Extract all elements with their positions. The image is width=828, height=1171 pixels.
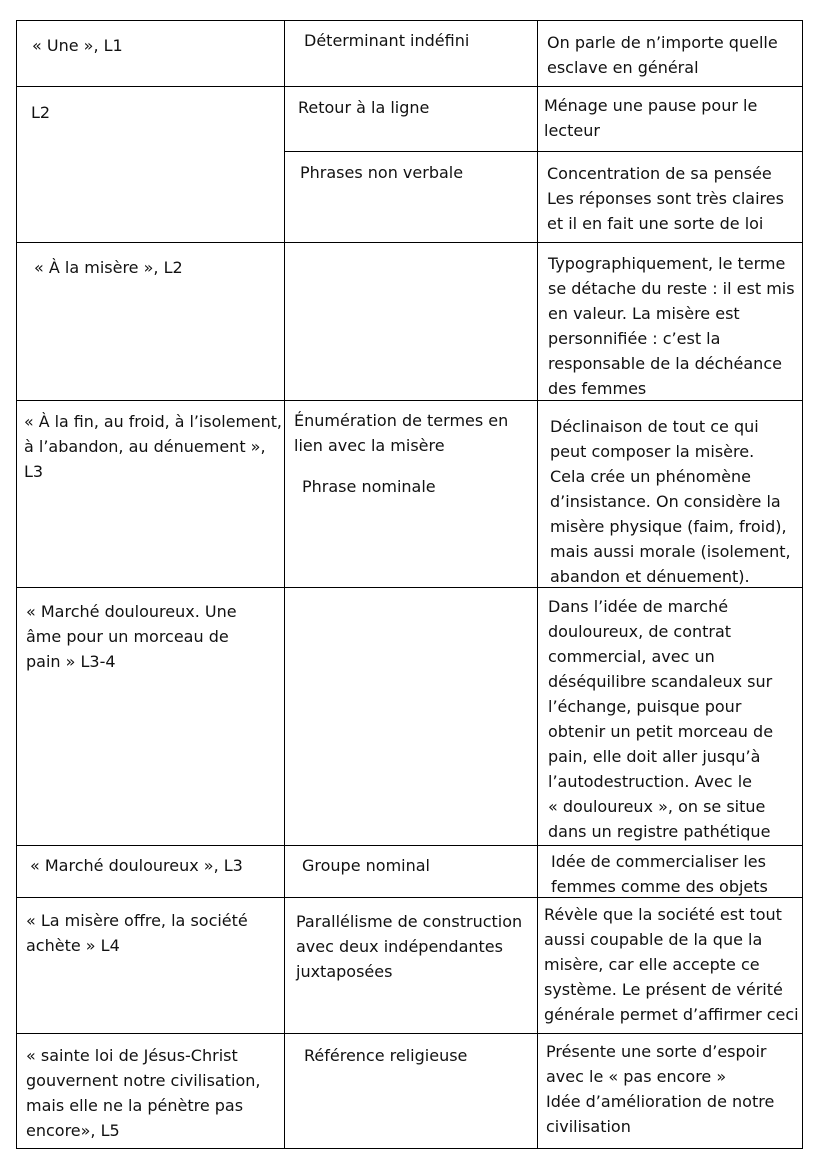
effet-cell [547, 161, 784, 236]
table-border-left [16, 20, 17, 1149]
procede-line: Énumération de termes en [294, 411, 509, 430]
procede-line: Groupe nominal [302, 856, 430, 875]
effet-line: Ménage une pause pour le [544, 96, 758, 115]
effet-line: peut composer la misère. [550, 442, 755, 461]
effet-line: pain, elle doit aller jusqu’à [548, 747, 761, 766]
citation-line: âme pour un morceau de [26, 627, 229, 646]
citation-line: gouvernent notre civilisation, [26, 1071, 261, 1090]
effet-line: Idée de commercialiser les [551, 852, 766, 871]
effet-line: dans un registre pathétique [548, 822, 771, 841]
procede-cell [304, 1043, 467, 1068]
effet-line: l’autodestruction. Avec le [548, 772, 752, 791]
effet-line: Révèle que la société est tout [544, 905, 782, 924]
procede-cell [296, 909, 522, 984]
effet-line: Cela crée un phénomène [550, 467, 751, 486]
effet-line: se détache du reste : il est mis [548, 279, 795, 298]
procede-cell [298, 95, 429, 120]
procede-cell [304, 28, 469, 53]
column-divider [537, 20, 538, 1149]
citation-line: pain » L3-4 [26, 652, 116, 671]
effet-line: aussi coupable de la que la [544, 930, 763, 949]
effet-line: « douloureux », on se situe [548, 797, 766, 816]
effet-cell [551, 849, 768, 899]
row-divider [16, 845, 803, 846]
citation-line: L3 [24, 462, 44, 481]
citation-line: mais elle ne la pénètre pas [26, 1096, 244, 1115]
row-divider [16, 86, 803, 87]
effet-line: des femmes [548, 379, 647, 398]
effet-line: l’échange, puisque pour [548, 697, 742, 716]
citation-cell [26, 599, 237, 674]
effet-line: et il en fait une sorte de loi [547, 214, 764, 233]
citation-line: « La misère offre, la société [26, 911, 248, 930]
procede-cell [302, 853, 430, 878]
effet-line: lecteur [544, 121, 600, 140]
citation-line: « sainte loi de Jésus-Christ [26, 1046, 238, 1065]
citation-cell [26, 1043, 260, 1143]
effet-line: système. Le présent de vérité [544, 980, 783, 999]
procede-cell [300, 160, 463, 185]
citation-line: « À la fin, au froid, à l’isolement, [24, 412, 282, 431]
effet-line: Les réponses sont très claires [547, 189, 784, 208]
effet-line: avec le « pas encore » [546, 1067, 727, 1086]
effet-line: déséquilibre scandaleux sur [548, 672, 773, 691]
procede-line: juxtaposées [296, 962, 393, 981]
procede-line: Retour à la ligne [298, 98, 430, 117]
effet-line: misère physique (faim, froid), [550, 517, 787, 536]
procede-line: Référence religieuse [304, 1046, 468, 1065]
effet-cell [547, 30, 778, 80]
citation-line: « Marché douloureux », L3 [30, 856, 243, 875]
row-divider [284, 151, 803, 152]
effet-line: Présente une sorte d’espoir [546, 1042, 767, 1061]
row-divider [16, 242, 803, 243]
effet-line: Typographiquement, le terme [548, 254, 786, 273]
procede-cell [302, 474, 436, 499]
table-border-bottom [16, 1148, 803, 1149]
procede-line: Phrases non verbale [300, 163, 464, 182]
citation-cell [34, 255, 183, 280]
effet-line: obtenir un petit morceau de [548, 722, 774, 741]
citation-line: L2 [31, 103, 51, 122]
citation-line: à l’abandon, au dénuement », [24, 437, 266, 456]
effet-line: douloureux, de contrat [548, 622, 732, 641]
effet-cell [550, 414, 791, 589]
effet-line: abandon et dénuement). [550, 567, 750, 586]
citation-line: encore», L5 [26, 1121, 120, 1140]
effet-line: personnifiée : c’est la [548, 329, 721, 348]
effet-cell [548, 251, 795, 401]
citation-line: « Marché douloureux. Une [26, 602, 237, 621]
procede-line: avec deux indépendantes [296, 937, 503, 956]
effet-line: Dans l’idée de marché [548, 597, 729, 616]
procede-line: Parallélisme de construction [296, 912, 523, 931]
effet-line: On parle de n’importe quelle [547, 33, 778, 52]
effet-line: Déclinaison de tout ce qui [550, 417, 759, 436]
citation-cell [31, 100, 50, 125]
effet-line: Concentration de sa pensée [547, 164, 772, 183]
effet-cell [544, 93, 757, 143]
effet-cell [546, 1039, 774, 1139]
effet-line: misère, car elle accepte ce [544, 955, 760, 974]
citation-cell [26, 908, 248, 958]
table-border-right [802, 20, 803, 1149]
effet-line: civilisation [546, 1117, 631, 1136]
effet-cell [548, 594, 773, 844]
citation-line: « À la misère », L2 [34, 258, 183, 277]
procede-cell [294, 408, 508, 458]
column-divider [284, 20, 285, 1149]
effet-line: générale permet d’affirmer ceci [544, 1005, 799, 1024]
effet-line: responsable de la déchéance [548, 354, 782, 373]
procede-line: Déterminant indéfini [304, 31, 470, 50]
effet-cell [544, 902, 799, 1027]
effet-line: en valeur. La misère est [548, 304, 740, 323]
effet-line: commercial, avec un [548, 647, 715, 666]
citation-cell [30, 853, 243, 878]
table-border-top [16, 20, 803, 21]
citation-cell [24, 409, 284, 484]
row-divider [16, 1033, 803, 1034]
citation-line: « Une », L1 [32, 36, 123, 55]
citation-line: achète » L4 [26, 936, 120, 955]
effet-line: Idée d’amélioration de notre [546, 1092, 775, 1111]
citation-cell [32, 33, 123, 58]
effet-line: d’insistance. On considère la [550, 492, 781, 511]
effet-line: femmes comme des objets [551, 877, 768, 896]
procede-line: lien avec la misère [294, 436, 445, 455]
effet-line: esclave en général [547, 58, 699, 77]
effet-line: mais aussi morale (isolement, [550, 542, 791, 561]
procede-line: Phrase nominale [302, 477, 436, 496]
